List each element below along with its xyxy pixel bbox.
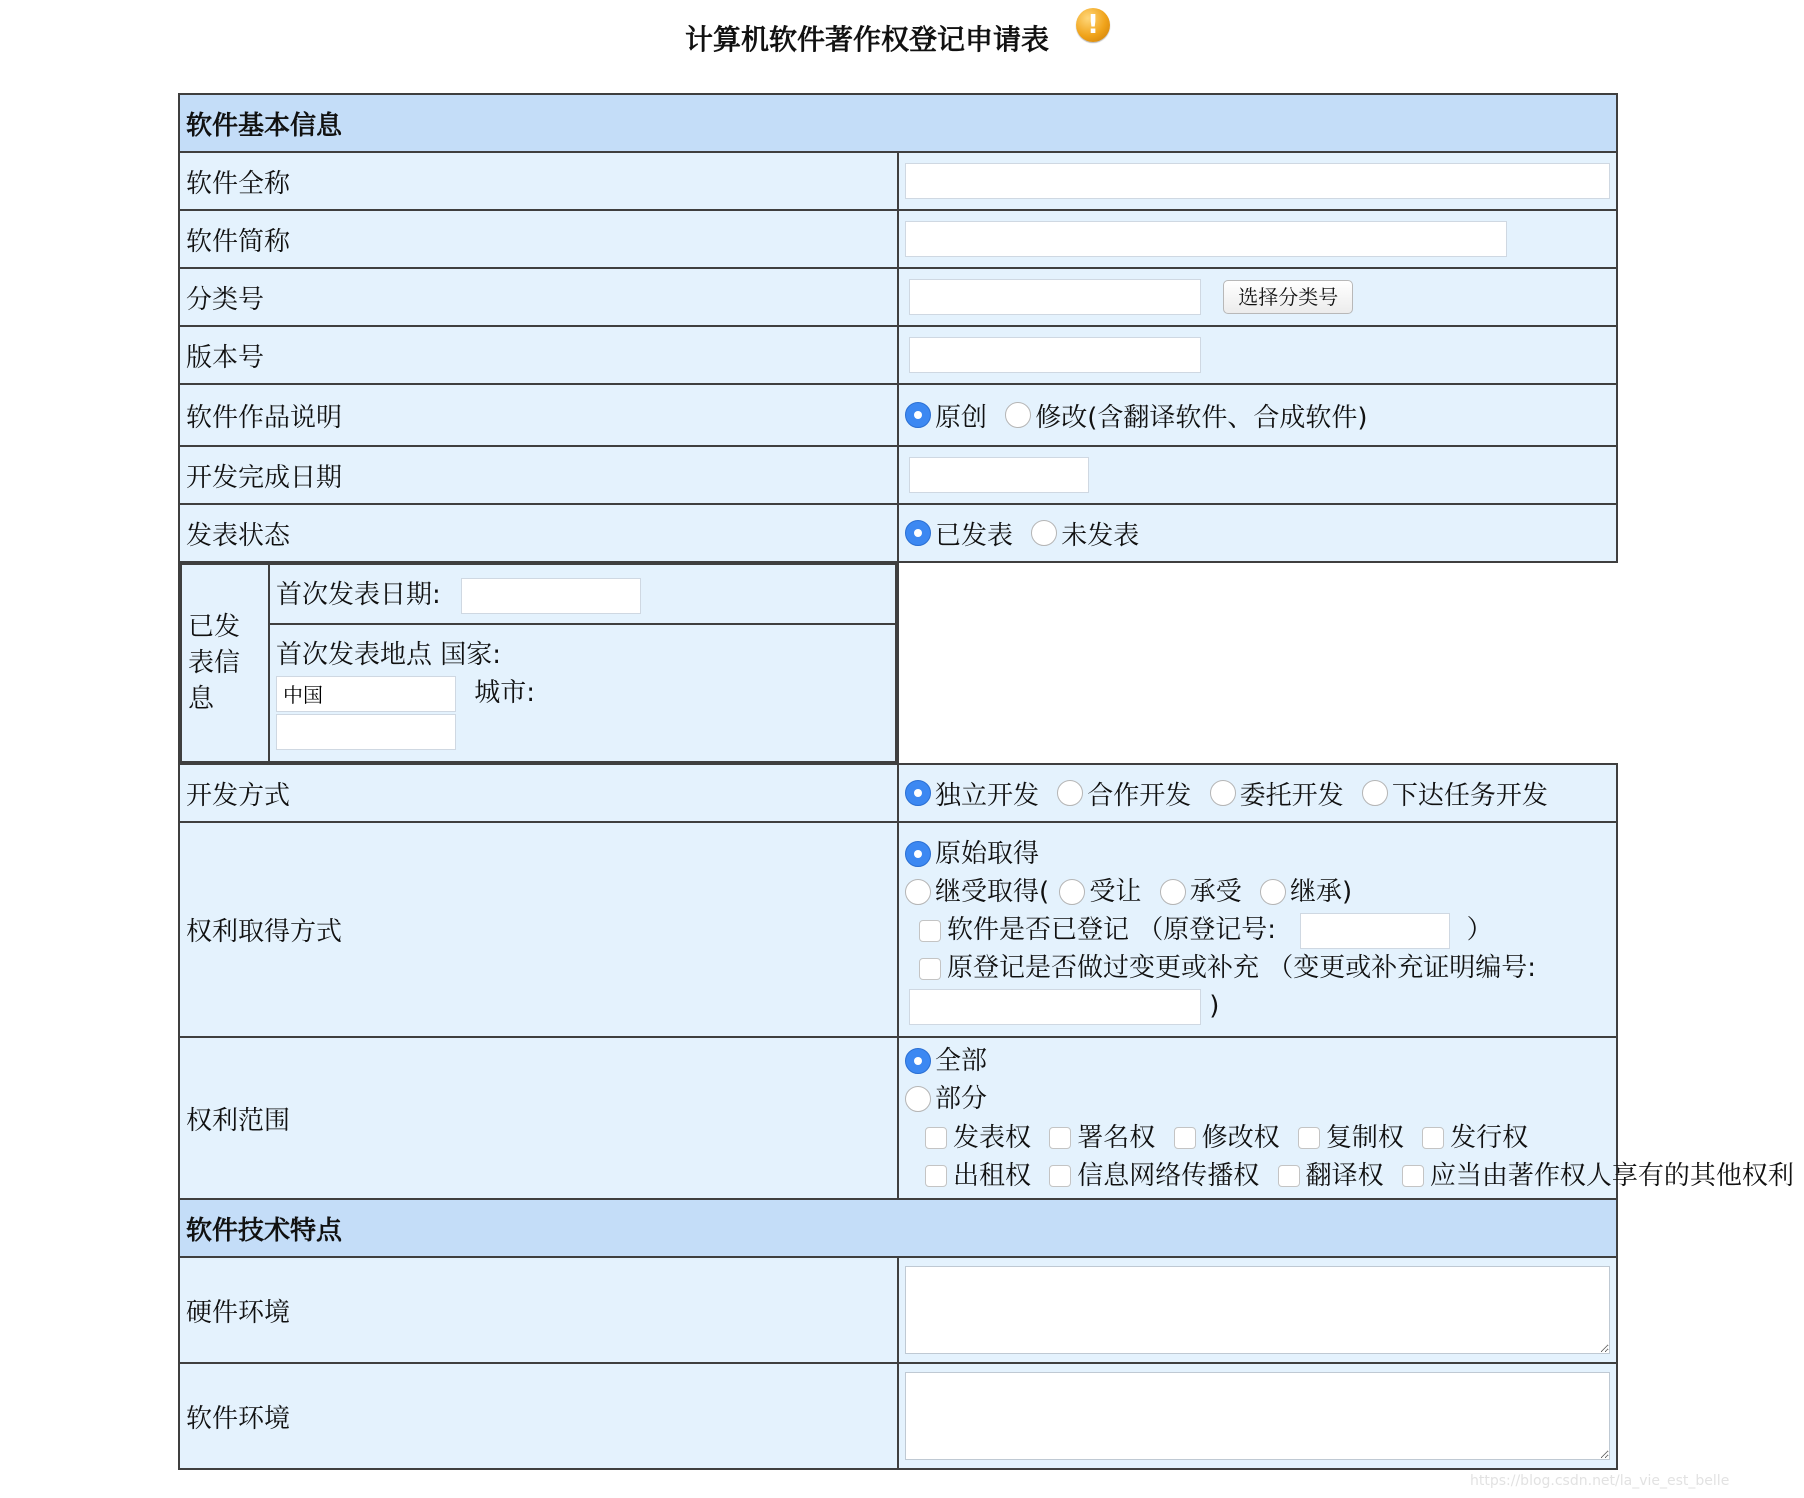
check-registered-label: 软件是否已登记 （原登记号: (947, 915, 1277, 945)
radio-cooperative-label: 合作开发 (1087, 780, 1192, 811)
radio-inherited[interactable] (905, 879, 931, 905)
cell-publish-status (898, 504, 1617, 562)
finish-date-input[interactable] (909, 457, 1089, 493)
watermark: https://blog.csdn.net/la_vie_est_belle (1470, 1473, 1730, 1489)
check-rental-right[interactable] (925, 1165, 947, 1187)
label-version: 版本号 (179, 326, 898, 384)
radio-inherit-label: 继承 (1289, 877, 1342, 907)
radio-assume-label: 承受 (1189, 877, 1242, 907)
registration-form-table (178, 93, 1794, 1470)
check-copy-right-label: 复制权 (1325, 1122, 1404, 1153)
published-info-table (180, 563, 897, 763)
cell-full-name (898, 152, 1617, 210)
label-publish-status: 发表状态 (179, 504, 898, 562)
radio-original-acq[interactable] (905, 841, 931, 867)
cell-short-name (898, 210, 1617, 268)
cell-software-env (898, 1363, 1617, 1469)
radio-assigned-label: 下达任务开发 (1391, 780, 1548, 811)
row-short-name (179, 210, 1617, 268)
first-date-label: 首次发表日期: (276, 580, 441, 611)
cell-hardware-env (898, 1257, 1617, 1363)
radio-published-label: 已发表 (935, 520, 1014, 551)
check-translate-right[interactable] (1278, 1165, 1300, 1187)
radio-scope-all-label: 全部 (935, 1045, 988, 1076)
radio-original-acq-label: 原始取得 (935, 838, 1040, 869)
radio-independent-label: 独立开发 (935, 780, 1040, 811)
row-version (179, 326, 1617, 384)
check-copy-right[interactable] (1298, 1127, 1320, 1149)
row-finish-date (179, 446, 1617, 504)
registered-close-paren: ） (1466, 915, 1493, 945)
original-reg-number-input[interactable] (1300, 913, 1450, 949)
software-env-textarea[interactable] (905, 1372, 1610, 1460)
check-distribute-right-label: 发行权 (1450, 1122, 1529, 1153)
row-hardware-env (179, 1257, 1617, 1363)
radio-unpublished[interactable] (1031, 520, 1057, 546)
full-name-input[interactable] (905, 163, 1610, 199)
row-work-desc (179, 384, 1617, 446)
hardware-env-textarea[interactable] (905, 1266, 1610, 1354)
cell-dev-mode (898, 764, 1617, 822)
short-name-input[interactable] (905, 221, 1507, 257)
row-rights-acq (179, 822, 1617, 1037)
radio-commissioned[interactable] (1210, 780, 1236, 806)
first-place-label: 首次发表地点 国家: (276, 640, 502, 670)
label-finish-date: 开发完成日期 (179, 446, 898, 504)
check-rental-right-label: 出租权 (953, 1161, 1032, 1191)
radio-transfer[interactable] (1059, 879, 1085, 905)
section-basic-info (179, 94, 1617, 152)
country-input[interactable] (276, 676, 456, 712)
radio-cooperative[interactable] (1057, 780, 1083, 806)
radio-modified-label: 修改(含翻译软件、合成软件) (1035, 402, 1368, 433)
radio-original[interactable] (905, 402, 931, 428)
cell-work-desc (898, 384, 1617, 446)
label-short-name: 软件简称 (179, 210, 898, 268)
row-dev-mode (179, 764, 1617, 822)
published-info-spacer (898, 562, 1617, 764)
first-date-input[interactable] (461, 578, 641, 614)
city-input[interactable] (276, 714, 456, 750)
label-rights-acq: 权利取得方式 (179, 822, 898, 1037)
cell-rights-scope (898, 1037, 1794, 1199)
cell-first-date (269, 564, 896, 624)
check-publish-right-label: 发表权 (953, 1122, 1032, 1153)
radio-original-label: 原创 (935, 402, 988, 433)
section-heading-basic: 软件基本信息 (179, 94, 1617, 152)
radio-commissioned-label: 委托开发 (1239, 780, 1344, 811)
inherited-close-paren: ) (1342, 876, 1353, 907)
radio-assigned[interactable] (1362, 780, 1388, 806)
section-heading-tech: 软件技术特点 (179, 1199, 1617, 1257)
row-published-info (179, 562, 1617, 764)
label-hardware-env: 硬件环境 (179, 1257, 898, 1363)
check-signature-right[interactable] (1049, 1127, 1071, 1149)
check-other-rights[interactable] (1402, 1165, 1424, 1187)
label-software-env: 软件环境 (179, 1363, 898, 1469)
cell-first-place (269, 624, 896, 762)
label-rights-scope: 权利范围 (179, 1037, 898, 1199)
label-published-info: 已发表信息 (181, 564, 269, 762)
label-work-desc: 软件作品说明 (179, 384, 898, 446)
row-software-env (179, 1363, 1617, 1469)
check-modify-right[interactable] (1174, 1127, 1196, 1149)
radio-transfer-label: 受让 (1089, 877, 1142, 907)
radio-inherit[interactable] (1260, 879, 1286, 905)
radio-independent[interactable] (905, 780, 931, 806)
version-input[interactable] (909, 337, 1201, 373)
radio-assume[interactable] (1160, 879, 1186, 905)
label-category: 分类号 (179, 268, 898, 326)
radio-scope-all[interactable] (905, 1048, 931, 1074)
changed-close-paren: ) (1209, 991, 1220, 1021)
check-network-right[interactable] (1049, 1165, 1071, 1187)
label-dev-mode: 开发方式 (179, 764, 898, 822)
check-signature-right-label: 署名权 (1077, 1122, 1156, 1153)
radio-scope-partial-label: 部分 (935, 1084, 988, 1114)
warning-icon[interactable]: ! (1076, 8, 1110, 42)
page-title: 计算机软件著作权登记申请表 (685, 23, 1050, 56)
row-publish-status (179, 504, 1617, 562)
row-category (179, 268, 1617, 326)
radio-inherited-label: 继受取得( (935, 877, 1050, 907)
row-full-name (179, 152, 1617, 210)
radio-published[interactable] (905, 520, 931, 546)
check-other-rights-label: 应当由著作权人享有的其他权利 (1429, 1161, 1794, 1191)
label-full-name: 软件全称 (179, 152, 898, 210)
check-registered[interactable] (919, 920, 941, 942)
radio-unpublished-label: 未发表 (1061, 520, 1140, 551)
cell-finish-date (898, 446, 1617, 504)
check-changed-label: 原登记是否做过变更或补充 （变更或补充证明编号: (947, 953, 1537, 983)
cell-published-info (179, 562, 898, 764)
change-cert-number-input[interactable] (909, 989, 1201, 1025)
cell-version (898, 326, 1617, 384)
check-modify-right-label: 修改权 (1201, 1122, 1280, 1153)
row-rights-scope (179, 1037, 1617, 1199)
check-network-right-label: 信息网络传播权 (1077, 1161, 1260, 1191)
cell-category (898, 268, 1617, 326)
check-translate-right-label: 翻译权 (1305, 1161, 1384, 1191)
radio-modified[interactable] (1005, 402, 1031, 428)
radio-scope-partial[interactable] (905, 1086, 931, 1112)
city-label: 城市: (474, 678, 536, 708)
check-distribute-right[interactable] (1422, 1127, 1444, 1149)
check-changed[interactable] (919, 958, 941, 980)
check-publish-right[interactable] (925, 1127, 947, 1149)
section-tech-features (179, 1199, 1617, 1257)
category-input[interactable] (909, 279, 1201, 315)
cell-rights-acq (898, 822, 1617, 1037)
select-category-button[interactable]: 选择分类号 (1223, 280, 1353, 314)
